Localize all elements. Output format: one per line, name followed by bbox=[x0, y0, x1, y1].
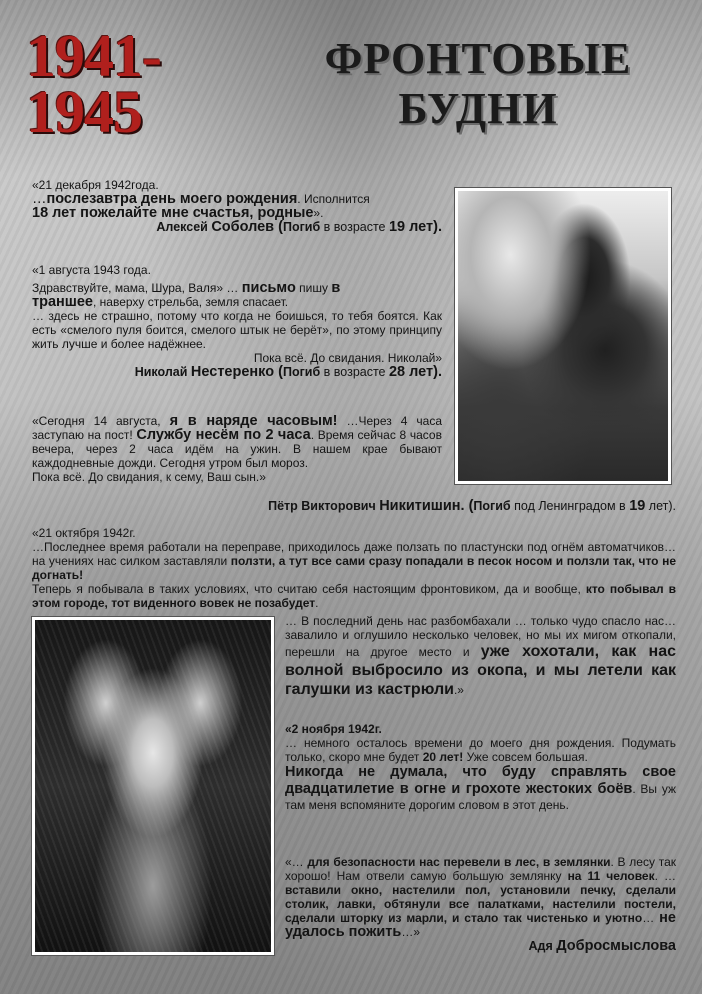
years-start: 1941- bbox=[26, 23, 161, 89]
letter-date: «21 декабря 1942года. bbox=[32, 178, 159, 192]
letter-nesterenko: «1 августа 1943 года. Здравствуйте, мама, Шура, Валя» … письмо пишу в траншее, наверху стрельба, земля спасает. … здесь не страшно, потому что когда не боишься, то тебя боятся. Как есть «смелого пуля боится, смелого штык не берёт», по этому принципу жить лучше и более надёжнее. Пока всё. До свидания. Николай» Николай Нестеренко (Погиб в возрасте 28 лет). bbox=[32, 263, 442, 380]
years-title bbox=[26, 23, 161, 145]
letter-october-1942-cont: … В последний день нас разбомбахали … только чудо спасло нас… завалило и оглушило несколько человек, но мы их мигом откопали, перешли на другое место и уже хохотали, как нас волной выбросило из окопа, и мы летели как галушки из кастрюли.» bbox=[285, 614, 676, 698]
letter-november-1942: «2 ноября 1942г. … немного осталось времени до моего дня рождения. Подумать только, скоро мне будет 20 лет! Уже совсем большая. Никогда не думала, что буду справлять свое двадцатилетие в огне и грохоте жестоких боёв. Вы уж там меня вспомяните дорогим словом в этот день. bbox=[285, 722, 676, 812]
poster-headline bbox=[268, 34, 688, 134]
letter-dobrosmyslova: «… для безопасности нас перевели в лес, в землянки. В лесу так хорошо! Нам отвели самую большую землянку на 11 человек. … вставили окно, настелили пол, установили печку, сделали столик, лавки, обтянули все палатками, настелили постели, сделали шторку из марли, и стало так чистенько и уютно… не удалось пожить…» Адя Добросмыслова bbox=[285, 855, 676, 954]
headline-line2: БУДНИ bbox=[398, 84, 558, 133]
soldier-photo bbox=[455, 188, 671, 484]
letter-signature: Алексей Соболев (Погиб в возрасте 19 лет). bbox=[156, 219, 442, 235]
letter-highlight: 18 лет пожелайте мне счастья, родные bbox=[32, 205, 314, 221]
headline-line1: ФРОНТОВЫЕ bbox=[324, 34, 632, 83]
letter-sobolev: «21 декабря 1942года. …послезавтра день моего рождения. Исполнится 18 лет пожелайте мне счастья, родные». Алексей Соболев (Погиб в возрасте 19 лет). bbox=[32, 178, 442, 235]
letter-october-1942: «21 октября 1942г. …Последнее время работали на переправе, приходилось даже ползать по пластунски под огнём автоматчиков… на учениях нас силком заставляли ползти, а тут все сами сразу попадали в песок носом и ползли так, что не догнать! Теперь я побывала в таких условиях, что считаю себя настоящим фронтовиком, да и вообще, кто побывал в этом городе, тот виденного вовек не позабудет. bbox=[32, 526, 677, 610]
letter-signature: Николай Нестеренко (Погиб в возрасте 28 лет). bbox=[134, 364, 442, 380]
letter-date: «21 октября 1942г. bbox=[32, 526, 136, 540]
years-end: 1945 bbox=[26, 79, 142, 145]
letter-signature-nikitishin: Пётр Викторович Никитишин. (Погиб под Ленинградом в 19 лет). bbox=[268, 498, 676, 514]
women-soldiers-drawing bbox=[32, 617, 274, 955]
letter-nikitishin: «Сегодня 14 августа, я в наряде часовым! …Через 4 часа заступаю на пост! Службу несём по 2 часа. Время сейчас 8 часов вечера, через 2 часа идём на ужин. В нашем крае бывают каждодневные дожди. Сегодня утром был мороз. Пока всё. До свидания, к сему, Ваш сын.» bbox=[32, 413, 442, 484]
letter-date: «1 августа 1943 года. bbox=[32, 263, 151, 277]
letter-date: «2 ноября 1942г. bbox=[285, 722, 382, 736]
letter-highlight: послезавтра день моего рождения bbox=[46, 191, 298, 207]
letter-signature: Адя Добросмыслова bbox=[528, 938, 676, 954]
